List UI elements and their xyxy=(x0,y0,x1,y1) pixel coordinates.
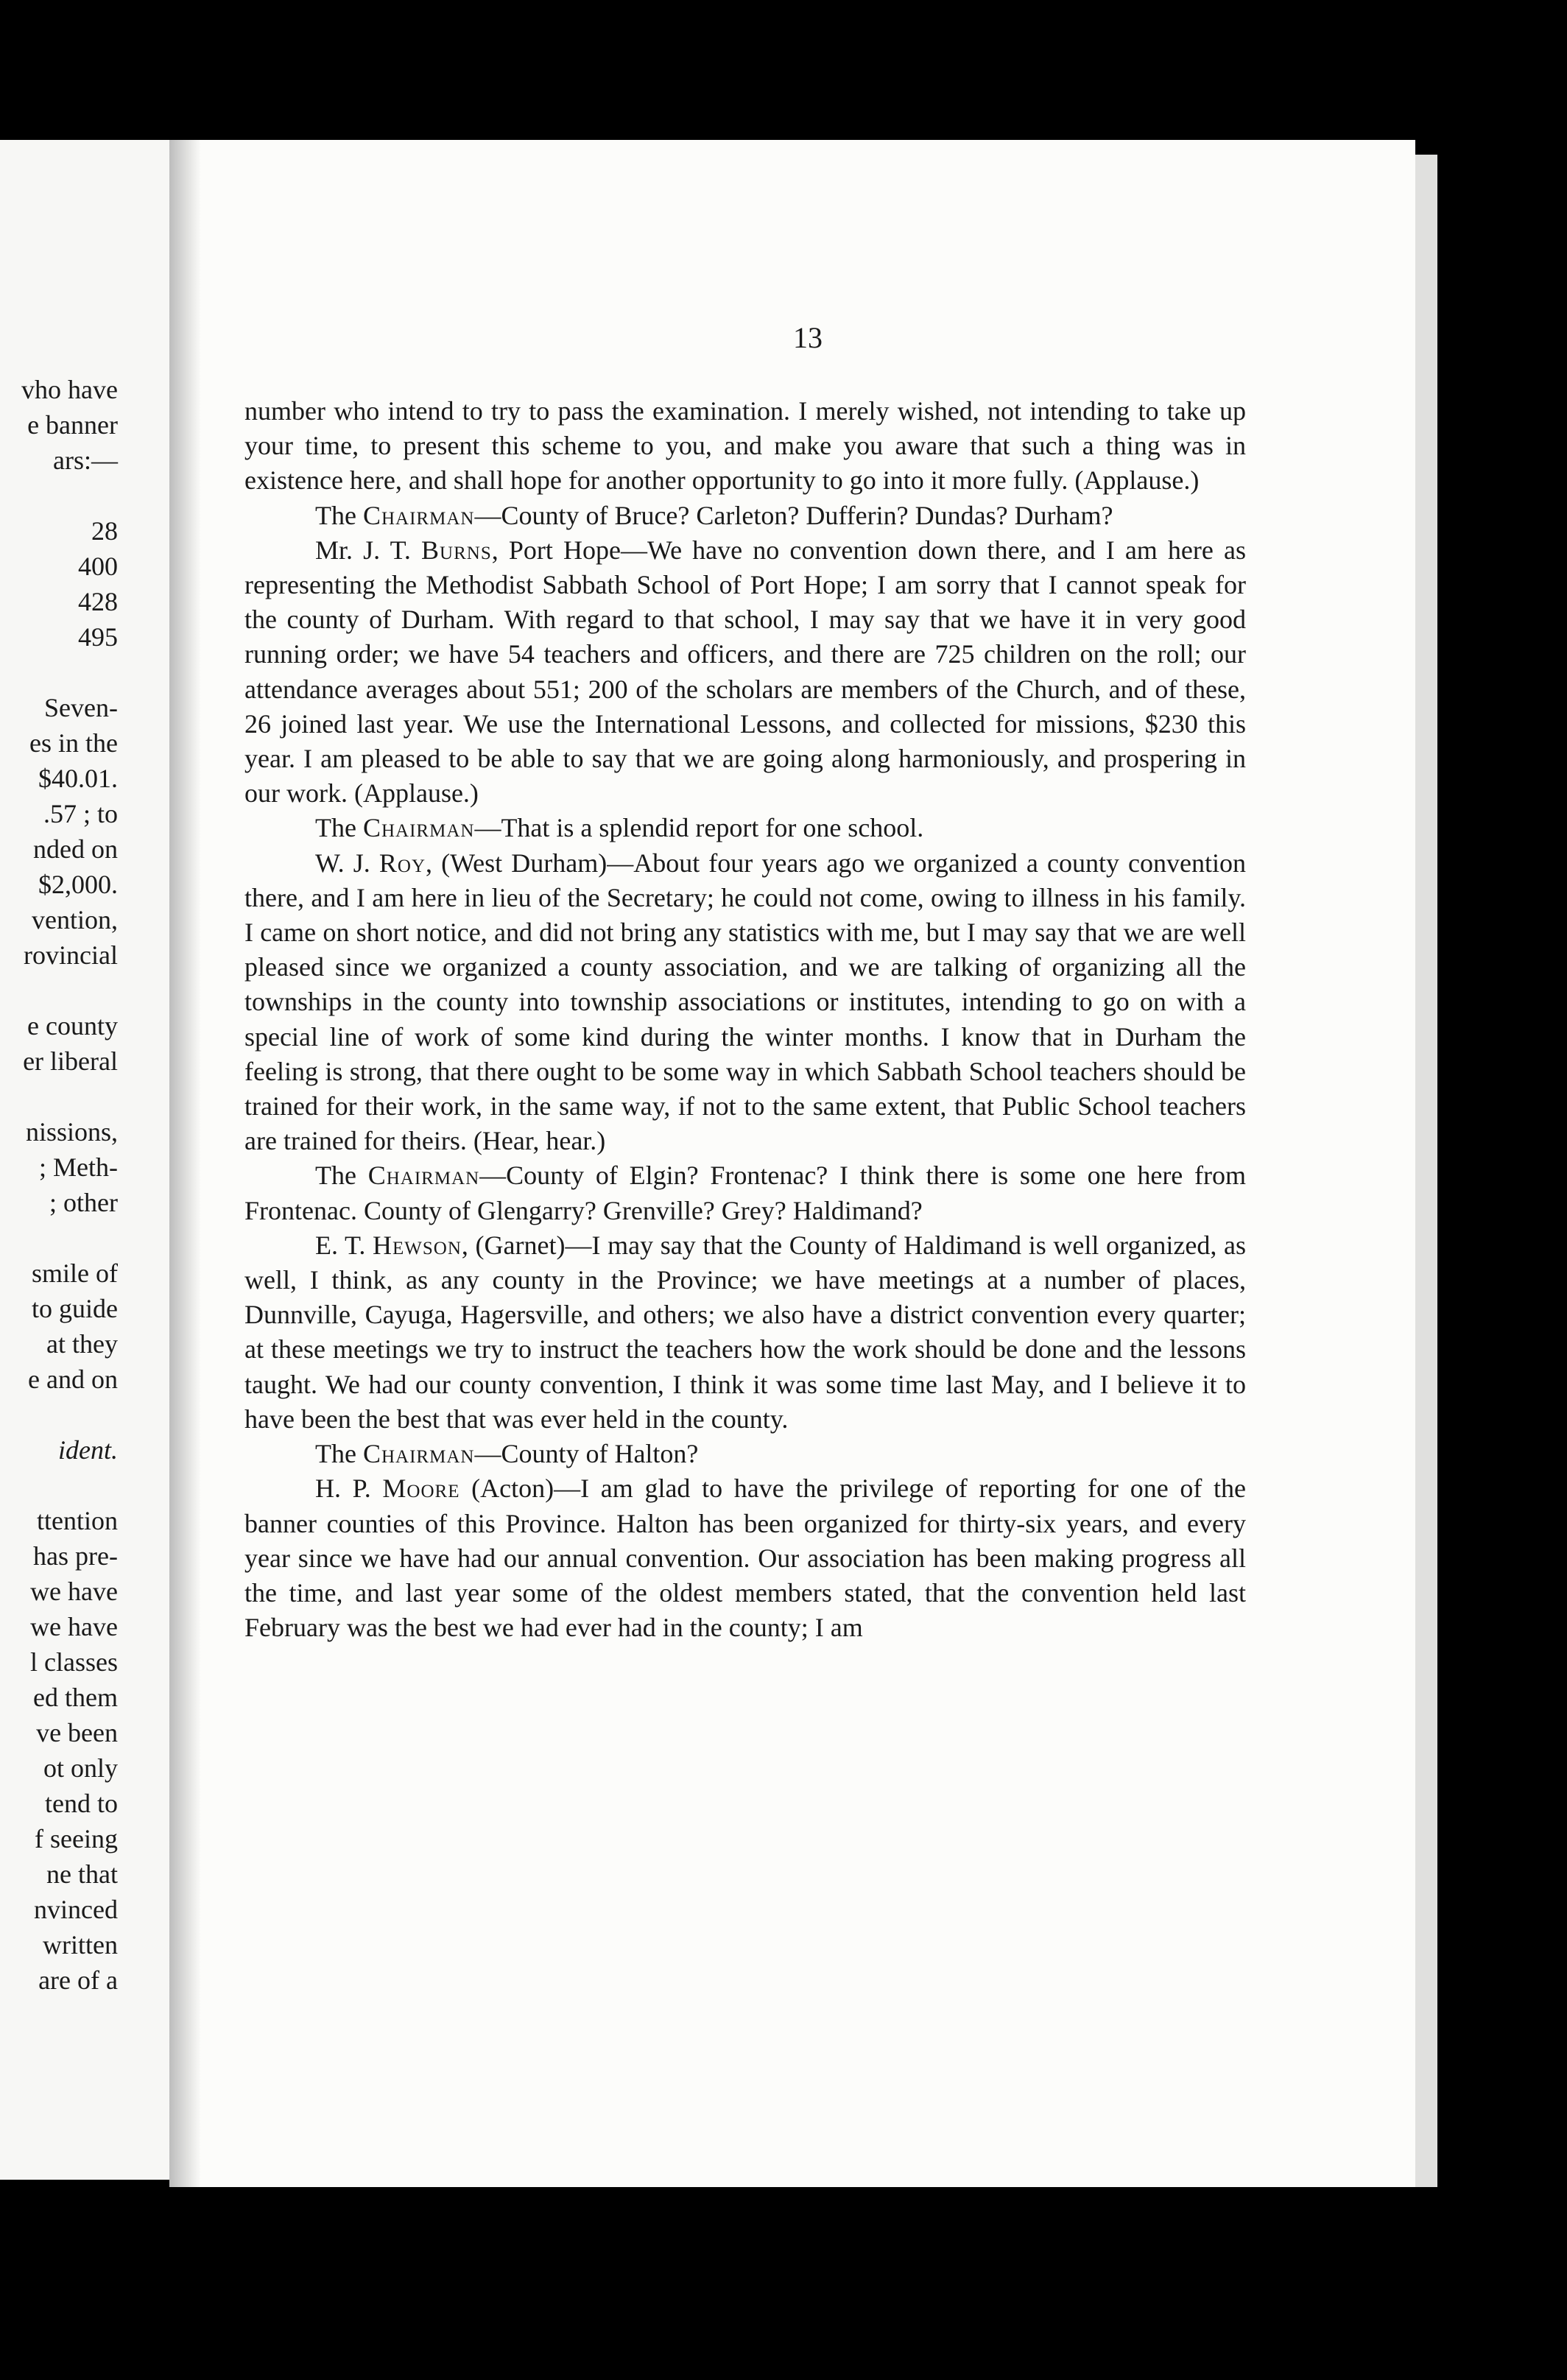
left-fragment-line: we have xyxy=(30,1577,118,1606)
left-page-text-fragment xyxy=(0,372,118,1998)
left-fragment-line: e and on xyxy=(28,1365,118,1394)
left-fragment-line: to guide xyxy=(32,1294,118,1323)
left-fragment-line: smile of xyxy=(32,1258,118,1288)
left-fragment-line: vho have xyxy=(21,375,118,404)
left-fragment-line xyxy=(0,973,118,1008)
left-fragment-line: ars:— xyxy=(53,446,118,475)
page-edge xyxy=(1415,155,1437,2187)
left-fragment-line: nvinced xyxy=(34,1895,118,1924)
left-fragment-line: ttention xyxy=(37,1506,118,1535)
speaker-name: Roy xyxy=(378,848,426,878)
left-fragment-line: f seeing xyxy=(35,1824,118,1853)
left-fragment-line: 428 xyxy=(78,587,118,616)
left-fragment-line xyxy=(0,655,118,690)
left-fragment-line: es in the xyxy=(29,728,118,758)
page-number: 13 xyxy=(793,321,823,354)
paragraph: number who intend to try to pass the examination. I merely wished, not intending to take up your time, to present this scheme to you, and make you aware that such a thing was in existence here, and shall hope for another opportunity to go into it more fully. (Applause.) xyxy=(244,396,1246,496)
left-fragment-line: at they xyxy=(46,1329,118,1359)
left-fragment-line: ve been xyxy=(36,1718,118,1747)
left-fragment-line: e banner xyxy=(27,410,118,440)
left-fragment-line xyxy=(0,1468,118,1503)
left-fragment-line: ne that xyxy=(46,1859,118,1889)
left-fragment-line xyxy=(0,1397,118,1432)
body-text xyxy=(244,394,1246,1645)
left-fragment-line: 495 xyxy=(78,622,118,652)
speaker-name: Chairman xyxy=(362,500,475,530)
speaker-name: Chairman xyxy=(367,1161,480,1191)
paragraph: E. T. Hewson, (Garnet)—I may say that the County of Haldimand is well organized, as well, I think, as any county in the Province; we have meetings at a number of places, Dunnville, Cayuga, Hagersville, and others; we also have a district convention every quarter; at these meetings we try to instruct the teachers how the work should be done and the lessons taught. We had our county convention, I think it was some time last May, and I believe it to have been the best that was ever held in the county. xyxy=(244,1230,1246,1434)
left-fragment-line: .57 ; to xyxy=(43,799,118,828)
left-fragment-line: e county xyxy=(27,1011,118,1041)
left-fragment-line: ed them xyxy=(33,1683,118,1712)
left-fragment-line: vention, xyxy=(32,905,118,934)
left-fragment-line: nded on xyxy=(33,834,118,864)
left-fragment-line xyxy=(0,478,118,513)
paragraph: The Chairman—County of Bruce? Carleton? Dufferin? Dundas? Durham? xyxy=(315,500,1113,530)
book-gutter xyxy=(169,140,200,2187)
paragraph: H. P. Moore (Acton)—I am glad to have the privilege of reporting for one of the banner counties of this Province. Halton has been organized for thirty-six years, and every year since we have had our annual convention. Our association has been making progress all the time, and last year some of the oldest members stated, that the convention held last February was the best we had ever had in the county; I am xyxy=(244,1474,1247,1643)
speaker-name: Hewson xyxy=(373,1230,462,1260)
left-fragment-line: 400 xyxy=(78,552,118,581)
left-fragment-line xyxy=(0,1079,118,1114)
left-fragment-line: ident. xyxy=(58,1435,118,1465)
left-fragment-line: nissions, xyxy=(25,1117,118,1147)
paragraph: The Chairman—That is a splendid report for one school. xyxy=(315,813,924,843)
left-fragment-line: ; other xyxy=(49,1188,118,1217)
left-fragment-line: tend to xyxy=(45,1789,118,1818)
left-fragment-line: rovincial xyxy=(24,940,118,970)
speaker-name: Chairman xyxy=(362,813,475,843)
left-fragment-line: we have xyxy=(30,1612,118,1641)
left-fragment-line: has pre- xyxy=(33,1541,118,1571)
speaker-name: Burns xyxy=(421,535,492,565)
left-fragment-line xyxy=(0,1220,118,1256)
left-fragment-line: 28 xyxy=(91,516,118,546)
left-fragment-line: er liberal xyxy=(23,1046,118,1076)
left-fragment-line: l classes xyxy=(30,1647,118,1677)
left-fragment-line: ; Meth- xyxy=(39,1152,118,1182)
speaker-name: Chairman xyxy=(362,1439,475,1469)
speaker-name: Moore xyxy=(382,1474,460,1504)
left-page xyxy=(0,140,169,2180)
left-fragment-line: Seven- xyxy=(44,693,118,722)
left-fragment-line: are of a xyxy=(38,1965,118,1995)
paragraph: The Chairman—County of Elgin? Frontenac? I think there is some one here from Frontenac. County of Glengarry? Grenville? Grey? Haldimand? xyxy=(244,1161,1246,1225)
left-fragment-line: written xyxy=(43,1930,118,1960)
left-fragment-line: $2,000. xyxy=(38,870,118,899)
left-fragment-line: $40.01. xyxy=(38,764,118,793)
left-fragment-line: ot only xyxy=(43,1753,118,1783)
paragraph: W. J. Roy, (West Durham)—About four years ago we organized a county convention there, and I am here in lieu of the Secretary; he could not come, owing to illness in his family. I came on short notice, and did not bring any statistics with me, but I may say that we are well pleased since we organized a county association, and we are talking of organizing all the townships in the county into township associations or institutes, intending to go on with a special line of work of some kind during the winter months. I know that in Durham the feeling is strong, that there ought to be some way in which Sabbath School teachers should be trained for their work, in the same way, if not to the same extent, that Public School teachers are trained for theirs. (Hear, hear.) xyxy=(244,848,1246,1156)
paragraph: The Chairman—County of Halton? xyxy=(315,1439,699,1469)
paragraph: Mr. J. T. Burns, Port Hope—We have no convention down there, and I am here as representing the Methodist Sabbath School of Port Hope; I am sorry that I cannot speak for the county of Durham. With regard to that school, I may say that we have it in very good running order; we have 54 teachers and officers, and there are 725 children on the roll; our attendance averages about 551; 200 of the scholars are members of the Church, and of these, 26 joined last year. We use the International Lessons, and collected for missions, $230 this year. I am pleased to be able to say that we are going along harmoniously, and prospering in our work. (Applause.) xyxy=(244,535,1246,809)
